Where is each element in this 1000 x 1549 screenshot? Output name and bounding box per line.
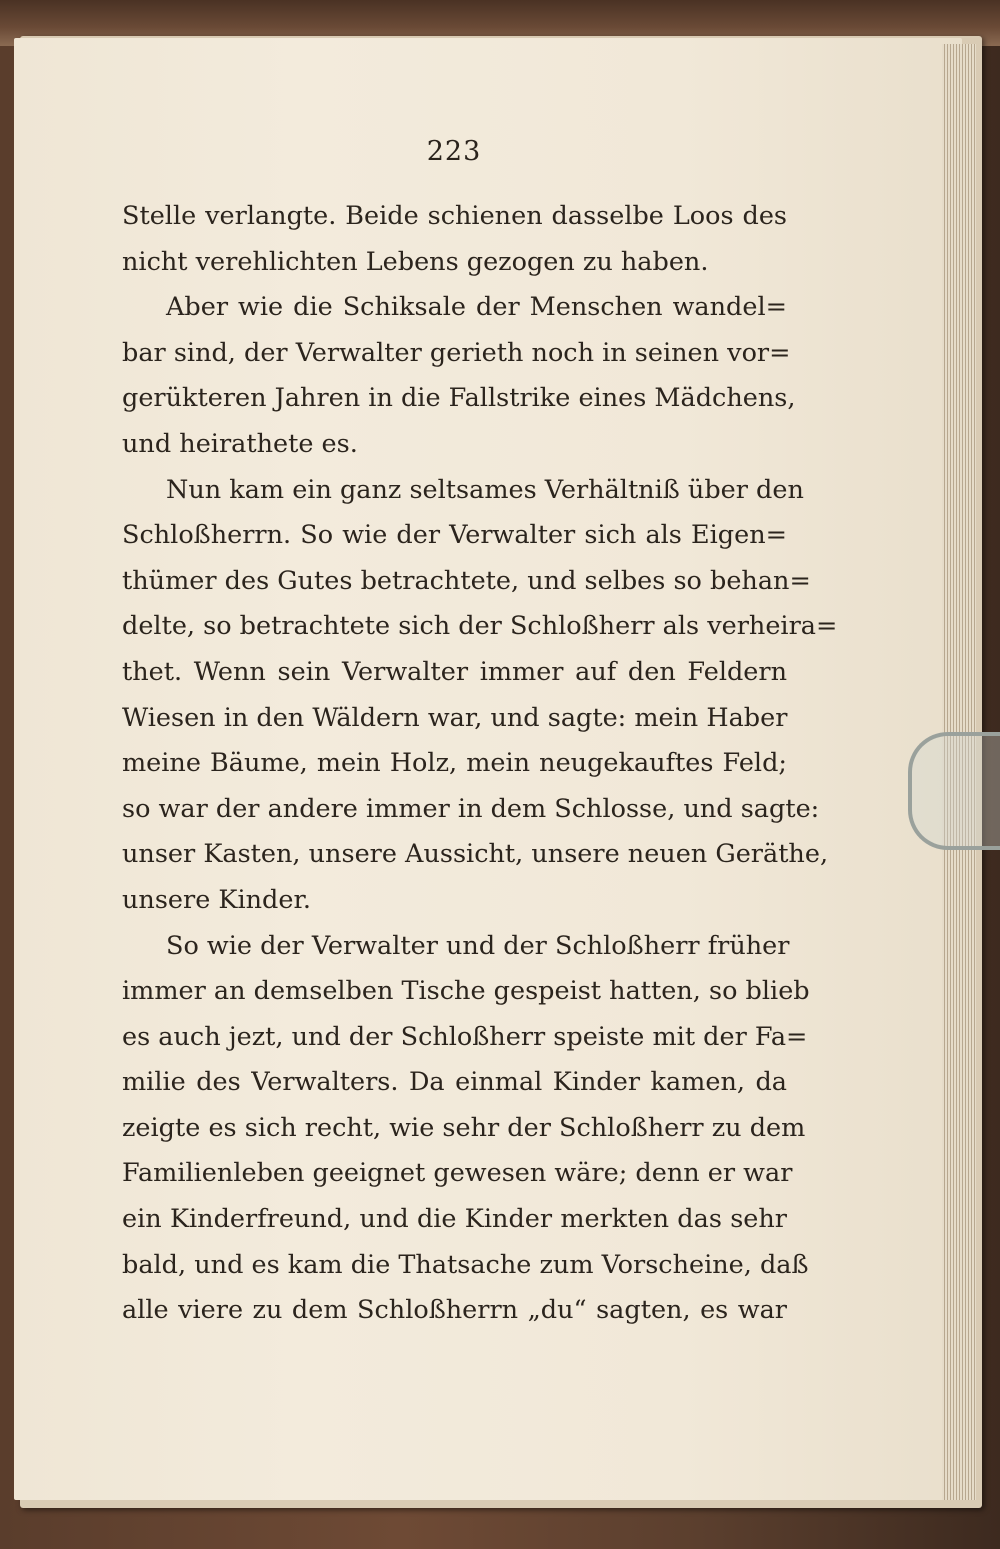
text-line: milie des Verwalters. Da einmal Kinder kamen, da <box>122 1067 787 1098</box>
text-line: delte, so betrachtete sich der Schloßherr als verheira= <box>122 611 838 642</box>
page-number: 223 <box>426 136 482 167</box>
body-text <box>122 194 838 1334</box>
text-line: ein Kinderfreund, und die Kinder merkten das sehr <box>122 1204 787 1235</box>
text-line: immer an demselben Tische gespeist hatten, so blieb <box>122 976 810 1007</box>
text-line: unser Kasten, unsere Aussicht, unsere neuen Geräthe, <box>122 839 829 870</box>
text-line: unsere Kinder. <box>122 884 311 915</box>
text-line: es auch jezt, und der Schloßherr speiste mit der Fa= <box>122 1021 808 1052</box>
text-line: bald, und es kam die Thatsache zum Vorscheine, daß <box>122 1249 809 1280</box>
text-line: zeigte es sich recht, wie sehr der Schloßherr zu dem <box>122 1112 806 1143</box>
text-line: Stelle verlangte. Beide schienen dasselbe Loos des <box>122 201 787 231</box>
text-line: thet. Wenn sein Verwalter immer auf den Feldern <box>122 656 787 687</box>
text-line: meine Bäume, mein Holz, mein neugekauftes Feld; <box>122 748 787 779</box>
text-line: und heirathete es. <box>122 428 358 459</box>
text-line: gerükteren Jahren in die Fallstrike eines Mädchens, <box>122 383 796 414</box>
text-line: Schloßherrn. So wie der Verwalter sich als Eigen= <box>122 520 787 551</box>
text-line: Nun kam ein ganz seltsames Verhältniß über den <box>166 474 804 505</box>
text-line: so war der andere immer in dem Schlosse, und sagte: <box>122 793 820 824</box>
book-page <box>14 38 962 1500</box>
text-line: thümer des Gutes betrachtete, und selbes so behan= <box>122 565 811 596</box>
page-clip <box>908 732 1000 850</box>
text-line: bar sind, der Verwalter gerieth noch in seinen vor= <box>122 337 791 368</box>
text-line: nicht verehlichten Lebens gezogen zu haben. <box>122 246 709 277</box>
text-line: Wiesen in den Wäldern war, und sagte: mein Haber <box>122 702 788 733</box>
text-line: Aber wie die Schiksale der Menschen wandel= <box>166 292 787 323</box>
text-line: So wie der Verwalter und der Schloßherr früher <box>166 930 790 961</box>
text-line: alle viere zu dem Schloßherrn „du“ sagten, es war <box>122 1295 787 1326</box>
text-line: Familienleben geeignet gewesen wäre; denn er war <box>122 1158 793 1189</box>
